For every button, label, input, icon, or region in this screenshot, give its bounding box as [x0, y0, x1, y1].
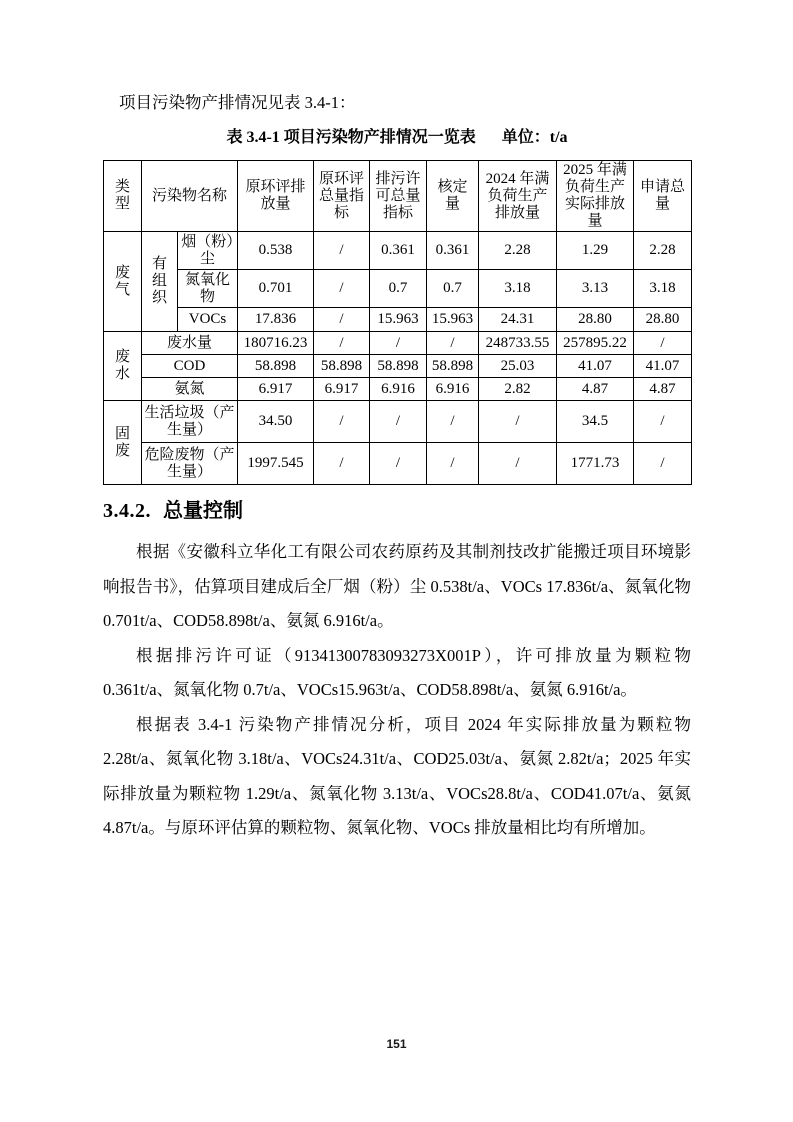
column-header-2024-emission: 2024 年满负荷生产排放量 — [479, 161, 557, 232]
table-caption-title: 表 3.4-1 项目污染物产排情况一览表 — [226, 129, 476, 146]
table-cell: / — [314, 401, 370, 443]
table-cell: / — [427, 332, 479, 355]
pollutant-name-cell: 生活垃圾（产生量） — [142, 401, 238, 443]
pollutant-name-cell: 氮氧化物 — [178, 270, 238, 308]
column-header-applied-total: 申请总量 — [634, 161, 692, 232]
category-cell-solid-waste: 固废 — [104, 401, 142, 485]
table-cell: 15.963 — [370, 308, 427, 332]
table-cell: 6.916 — [427, 378, 479, 401]
table-cell: 3.13 — [557, 270, 634, 308]
column-header-type: 类型 — [104, 161, 142, 232]
pollutant-name-cell: 氨氮 — [142, 378, 238, 401]
pollutant-name-cell: 危险废物（产生量） — [142, 443, 238, 485]
table-cell: / — [634, 332, 692, 355]
table-cell: 6.917 — [314, 378, 370, 401]
table-row-nox — [104, 270, 692, 308]
pollutant-name-cell: 烟（粉）尘 — [178, 232, 238, 270]
column-header-original-eia-emission: 原环评排放量 — [238, 161, 314, 232]
table-cell: 2.82 — [479, 378, 557, 401]
table-cell: / — [427, 401, 479, 443]
subcategory-cell-organized: 有组织 — [142, 232, 178, 332]
table-cell: 58.898 — [427, 355, 479, 378]
table-cell: / — [634, 443, 692, 485]
table-cell: / — [314, 270, 370, 308]
table-row-ammonia-nitrogen — [104, 378, 692, 401]
table-row-domestic-garbage — [104, 401, 692, 443]
pollutant-name-cell: 废水量 — [142, 332, 238, 355]
table-cell: 180716.23 — [238, 332, 314, 355]
table-cell: 58.898 — [314, 355, 370, 378]
table-cell: 17.836 — [238, 308, 314, 332]
table-row-cod — [104, 355, 692, 378]
paragraph-permit: 根据排污许可证（91341300783093273X001P），许可排放量为颗粒物 0.361t/a、氮氧化物 0.7t/a、VOCs15.963t/a、COD58.898t/a、氨氮 6.916t/a。 — [103, 645, 691, 699]
table-cell: 0.701 — [238, 270, 314, 308]
table-cell: 0.361 — [427, 232, 479, 270]
table-cell: 25.03 — [479, 355, 557, 378]
column-header-pollutant-name: 污染物名称 — [142, 161, 238, 232]
table-cell: / — [479, 401, 557, 443]
table-caption — [103, 128, 691, 148]
table-row-wastewater-volume — [104, 332, 692, 355]
table-cell: / — [370, 443, 427, 485]
table-cell: / — [370, 401, 427, 443]
table-cell: 257895.22 — [557, 332, 634, 355]
paragraph-original-eia: 根据《安徽科立华化工有限公司农药原药及其制剂技改扩能搬迁项目环境影响报告书》，估算项目建成后全厂烟（粉）尘 0.538t/a、VOCs 17.836t/a、氮氧化物 0.701t/a、COD58.898t/a、氨氮 6.916t/a。 — [103, 542, 691, 630]
table-cell: 3.18 — [634, 270, 692, 308]
table-cell: 2.28 — [634, 232, 692, 270]
table-cell: / — [314, 443, 370, 485]
table-cell: 58.898 — [238, 355, 314, 378]
table-cell: 41.07 — [557, 355, 634, 378]
page-content — [103, 0, 691, 846]
table-cell: 1771.73 — [557, 443, 634, 485]
intro-text: 项目污染物产排情况见表 3.4-1： — [119, 93, 356, 112]
table-cell: 4.87 — [634, 378, 692, 401]
table-cell: / — [634, 401, 692, 443]
pollutant-name-cell: VOCs — [178, 308, 238, 332]
table-cell: 1997.545 — [238, 443, 314, 485]
table-cell: 0.361 — [370, 232, 427, 270]
table-cell: 15.963 — [427, 308, 479, 332]
column-header-permit-total-index: 排污许可总量指标 — [370, 161, 427, 232]
table-cell: 28.80 — [557, 308, 634, 332]
table-cell: 2.28 — [479, 232, 557, 270]
section-heading — [103, 498, 691, 524]
table-cell: 1.29 — [557, 232, 634, 270]
table-cell: 248733.55 — [479, 332, 557, 355]
table-unit-label: 单位：t/a — [501, 129, 568, 146]
category-cell-wastewater: 废水 — [104, 332, 142, 401]
table-row-smoke-dust — [104, 232, 692, 270]
table-cell: 6.917 — [238, 378, 314, 401]
table-cell: 41.07 — [634, 355, 692, 378]
column-header-2025-emission: 2025 年满负荷生产实际排放量 — [557, 161, 634, 232]
category-cell-waste-gas: 废气 — [104, 232, 142, 332]
column-header-original-eia-total-index: 原环评总量指标 — [314, 161, 370, 232]
table-cell: 0.7 — [427, 270, 479, 308]
table-cell: 28.80 — [634, 308, 692, 332]
table-cell: / — [314, 332, 370, 355]
table-cell: / — [314, 232, 370, 270]
table-cell: 24.31 — [479, 308, 557, 332]
table-cell: 58.898 — [370, 355, 427, 378]
table-row-vocs — [104, 308, 692, 332]
table-cell: 6.916 — [370, 378, 427, 401]
table-cell: / — [370, 332, 427, 355]
section-heading-number: 3.4.2. — [103, 500, 151, 522]
pollutant-name-cell: COD — [142, 355, 238, 378]
table-cell: 0.538 — [238, 232, 314, 270]
table-cell: / — [479, 443, 557, 485]
table-cell: 34.5 — [557, 401, 634, 443]
column-header-approved-amount: 核定量 — [427, 161, 479, 232]
paragraph-analysis: 根据表 3.4-1 污染物产排情况分析，项目 2024 年实际排放量为颗粒物 2.28t/a、氮氧化物 3.18t/a、VOCs24.31t/a、COD25.03t/a、氨氮 2.82t/a；2025 年实际排放量为颗粒物 1.29t/a、氮氧化物 3.13t/a、VOCs28.8t/a、COD41.07t/a、氨氮 4.87t/a。与原环评估算的颗粒物、氮氧化物、VOCs 排放量相比均有所增加。 — [103, 714, 691, 837]
table-cell: / — [427, 443, 479, 485]
table-header-row — [104, 161, 692, 232]
table-cell: 0.7 — [370, 270, 427, 308]
table-cell: 34.50 — [238, 401, 314, 443]
pollutant-table — [103, 160, 692, 485]
table-cell: 4.87 — [557, 378, 634, 401]
table-cell: 3.18 — [479, 270, 557, 308]
section-heading-title: 总量控制 — [163, 500, 243, 522]
table-row-hazardous-waste — [104, 443, 692, 485]
page-number: 151 — [386, 1037, 407, 1051]
table-cell: / — [314, 308, 370, 332]
